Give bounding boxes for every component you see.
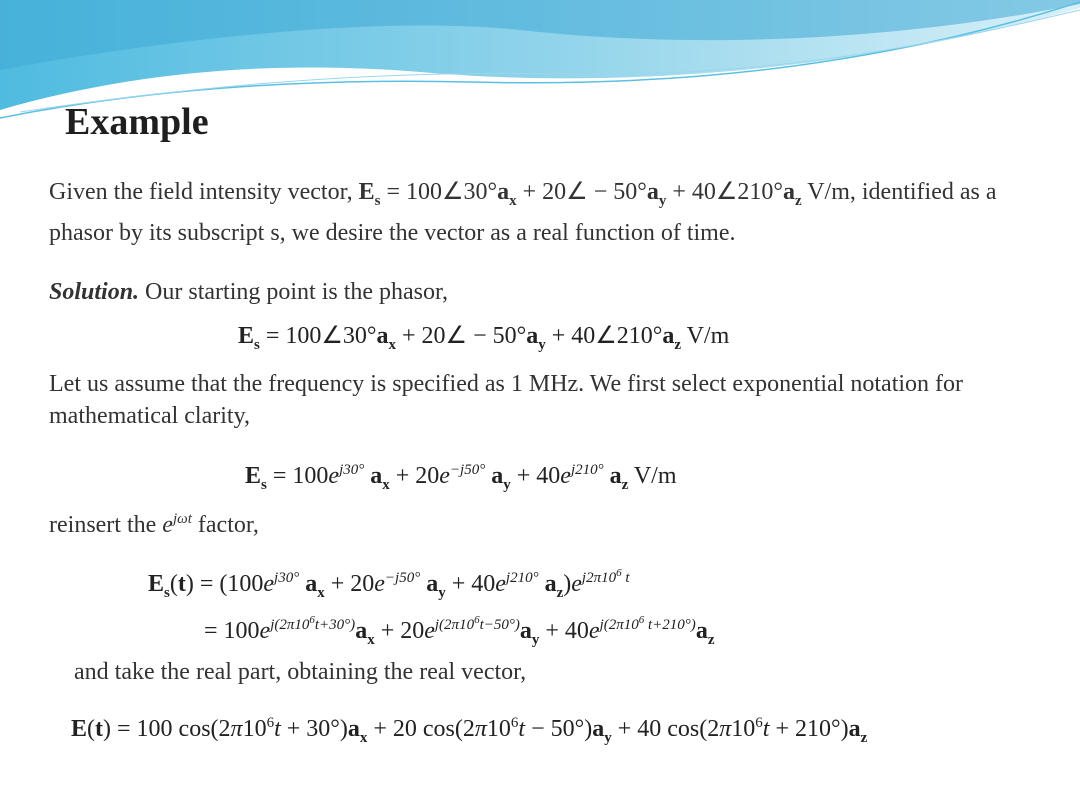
equation-exponential: $E_s = 100e^{j30^\circ}$ $a_x + 20e^{-j50^\circ}$ $a_y + 40e^{j210^\circ}$ $a_z$ V/m bbox=[245, 462, 677, 493]
real-part-text: and take the real part, obtaining the real vector, bbox=[74, 659, 527, 685]
solution-intro: Our starting point is the phasor, bbox=[145, 279, 449, 305]
equation-time-line1: $E_s(t) = (100e^{j30^\circ}$ $a_x + 20e^{-j50^\circ}$ $a_y + 40e^{j210^\circ}$ $a_z)e^{j2\pi 10^6 t}$ bbox=[148, 567, 630, 601]
solution-intro-line bbox=[49, 276, 1039, 308]
equation-time-line2: = $100e^{j(2\pi 10^6t+30^\circ)}a_x + 20e^{j(2\pi 10^6t-50^\circ)}a_y + 40e^{j(2\pi 10^6 t+210^\circ)}a_z$ bbox=[204, 614, 715, 648]
problem-statement: Given the field intensity vector, $E_s$ = $100\angle 30^\circ a_x$ + 20∠ − $50^\circ a_y$ + $40\angle 210^\circ a_z$ V/m, identified as a phasor by its subscript s, we desire the vector as a real function of time. bbox=[49, 179, 997, 246]
equation-real-vector: E(t) = 100 $\cos(2\pi 10^6t + 30^\circ)a_x + 20$ $\cos(2\pi 10^6t - 50^\circ)a_y + 40$ $\cos(2\pi 10^6t + 210^\circ)a_z$ bbox=[71, 715, 868, 746]
reinsert-text: reinsert the $e^{j\omega t}$ factor, bbox=[49, 511, 259, 538]
frequency-paragraph: Let us assume that the frequency is specified as 1 MHz. We first select exponential notation for mathematical clarity, bbox=[49, 371, 964, 429]
slide-title: Example bbox=[65, 101, 209, 143]
solution-label: Solution. bbox=[49, 279, 140, 305]
equation-phasor: $E_s$ = $100\angle 30^\circ a_x$ + 20∠ − $50^\circ a_y$ + $40\angle 210^\circ a_z$ V/m bbox=[238, 323, 730, 353]
